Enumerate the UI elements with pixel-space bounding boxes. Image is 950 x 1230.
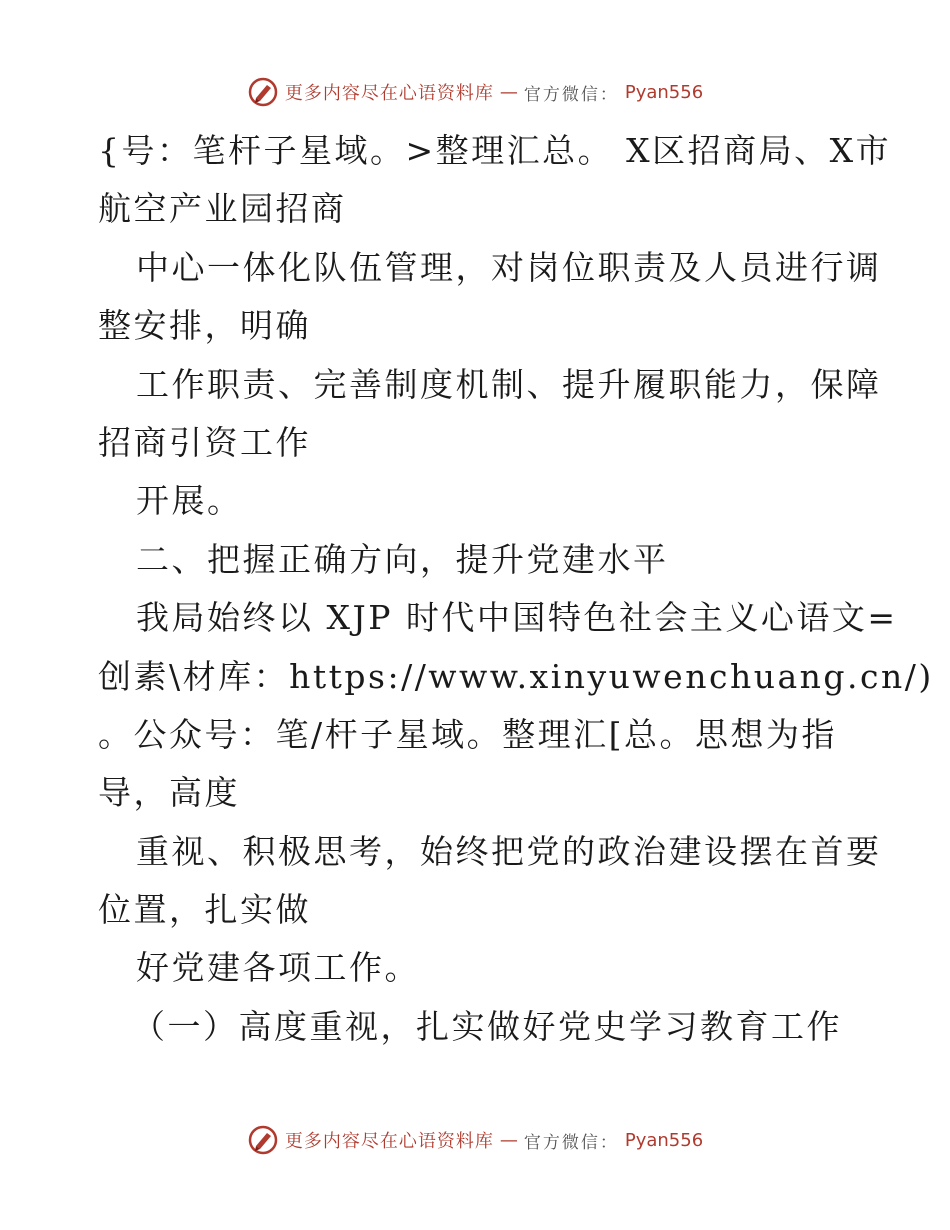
text-line: 招商引资工作 bbox=[98, 422, 311, 462]
banner-wechat-id: Pyan556 bbox=[624, 81, 704, 103]
text-line: 位置，扎实做 bbox=[98, 890, 311, 930]
banner-title: 更多内容尽在心语资料库 bbox=[284, 1131, 494, 1152]
subsection-heading: （一）高度重视，扎实做好党史学习教育工作 bbox=[132, 1006, 842, 1046]
text-line: 中心一体化队伍管理，对岗位职责及人员进行调 bbox=[136, 247, 882, 287]
text-line: 导，高度 bbox=[98, 773, 240, 813]
footer-banner bbox=[0, 1120, 950, 1160]
text-line: 。公众号：笔/杆子星域。整理汇[总。思想为指 bbox=[98, 714, 837, 754]
text-line: 开展。 bbox=[136, 481, 243, 521]
header-banner bbox=[0, 72, 950, 112]
document-body bbox=[98, 122, 934, 1056]
banner-title: 更多内容尽在心语资料库 bbox=[284, 83, 494, 104]
banner-separator: — bbox=[499, 81, 518, 103]
section-heading: 二、把握正确方向，提升党建水平 bbox=[136, 539, 669, 579]
banner-subtitle: 官方微信： bbox=[523, 84, 619, 105]
banner-separator: — bbox=[499, 1129, 518, 1151]
text-line: 创素\材库：https://www.xinyuwenchuang.cn/) bbox=[98, 656, 934, 696]
text-line: 好党建各项工作。 bbox=[136, 948, 420, 988]
text-line: 我局始终以 XJP 时代中国特色社会主义心语文= bbox=[136, 598, 898, 638]
text-line: 航空产业园招商 bbox=[98, 189, 347, 229]
pen-logo-icon bbox=[247, 1124, 279, 1156]
text-line: 重视、积极思考，始终把党的政治建设摆在首要 bbox=[136, 831, 882, 871]
text-line: 整安排，明确 bbox=[98, 306, 311, 346]
text-line: 工作职责、完善制度机制、提升履职能力，保障 bbox=[136, 364, 882, 404]
banner-subtitle: 官方微信： bbox=[523, 1132, 619, 1153]
text-line: {号：笔杆子星域。>整理汇总。 X区招商局、X市 bbox=[98, 131, 892, 170]
banner-wechat-id: Pyan556 bbox=[624, 1129, 704, 1151]
pen-logo-icon bbox=[247, 76, 279, 108]
